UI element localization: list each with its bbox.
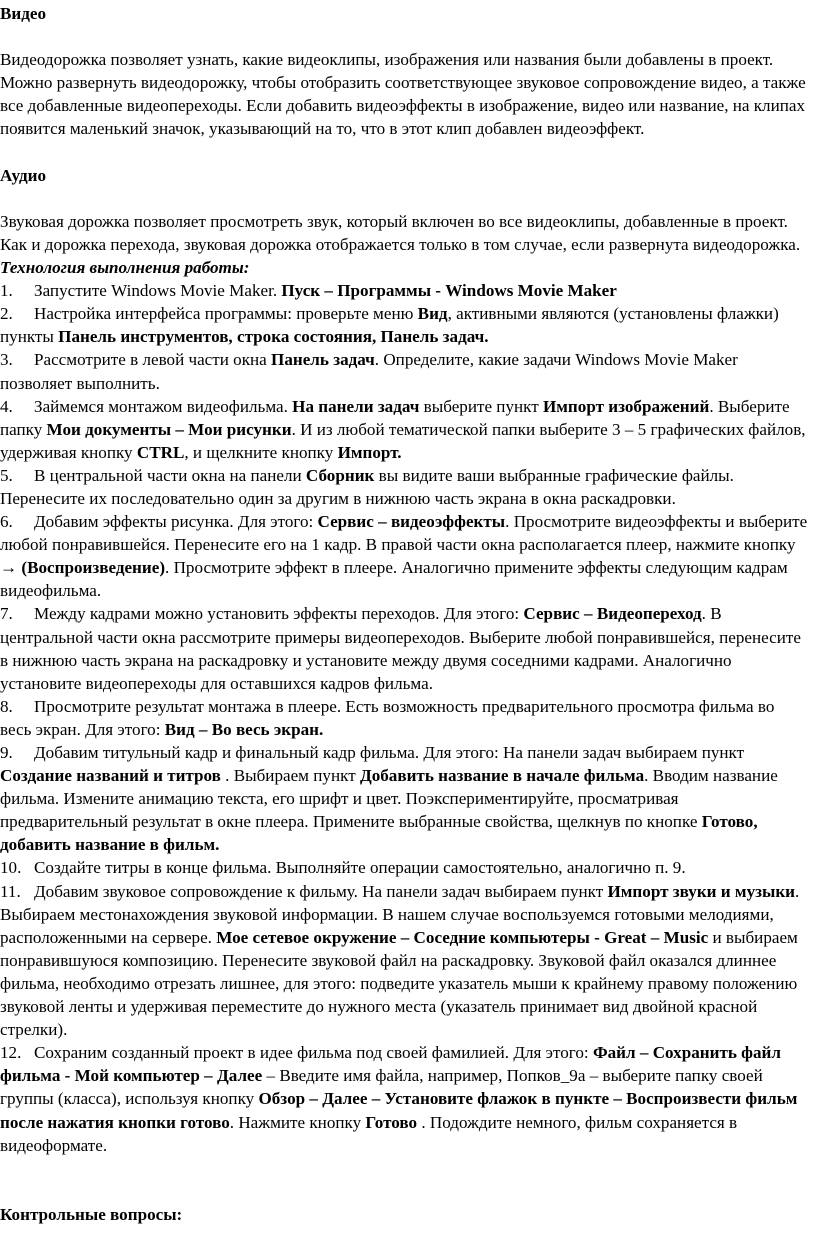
- step-bold-text: На панели задач: [292, 396, 420, 416]
- step-bold-text: Добавить название в начале фильма: [359, 766, 645, 786]
- step-number: 6.: [0, 512, 13, 532]
- step-text: . Нажмите кнопку: [229, 1112, 366, 1132]
- step-text: . Выберите папку: [0, 396, 790, 439]
- step-bold-text: Файл – Сохранить файл фильма - Мой компьютер – Далее: [0, 1043, 781, 1086]
- step-text: Между кадрами можно установить эффекты переходов. Для этого:: [34, 604, 524, 624]
- steps-list: [0, 279, 810, 1157]
- step-text: . Выбираем пункт: [220, 766, 360, 786]
- step-item: [0, 1041, 810, 1156]
- audio-paragraph: Звуковая дорожка позволяет просмотреть звук, который включен во все видеоклипы, добавленные в проект. Как и дорожка перехода, звуковая дорожка отображается только в том случае, если развернута видеодорожка.: [0, 211, 801, 254]
- step-bold-text: Вид: [417, 304, 448, 324]
- step-bold-text: Обзор – Далее – Установите флажок в пункте – Воспроизвести фильм после нажатия кнопки готово: [0, 1089, 798, 1132]
- step-text: и выбираем понравившуюся композицию. Перенесите звуковой файл на раскадровку. Звуковой файл оказался длиннее фильма, необходимо отрезать лишнее, для этого: подведите указатель мыши к крайнему правому положению звуковой ленты и удерживая переместите до нужного места (указатель принимает вид двойной красной стрелки).: [0, 927, 798, 1040]
- step-text: Добавим титульный кадр и финальный кадр фильма. Для этого: На панели задач выбираем пункт: [34, 743, 745, 762]
- step-number: 1.: [0, 281, 13, 301]
- step-text: – Введите имя файла, например, Попков_9а – выберите папку своей группы (класса), используя кнопку: [0, 1066, 763, 1109]
- step-bold-text: Мое сетевое окружение – Соседние компьютеры - Great – Music: [216, 927, 709, 947]
- blank-line: [0, 141, 810, 164]
- step-bold-text: Сборник: [305, 465, 375, 485]
- step-item: [0, 602, 810, 694]
- step-bold-text: CTRL: [136, 442, 185, 462]
- step-text: . И из любой тематической папки выберите 3 – 5 графических файлов, удерживая кнопку: [0, 419, 806, 462]
- blank-line: [0, 187, 810, 210]
- technology-heading: Технология выполнения работы:: [0, 258, 250, 278]
- step-text: . Определите, какие задачи Windows Movie Maker позволяет выполнить.: [0, 350, 738, 393]
- step-text: , активными являются (установлены флажки) пункты: [0, 304, 779, 347]
- step-text: Просмотрите результат монтажа в плеере. Есть возможность предварительного просмотра фильма во весь экран. Для этого:: [0, 696, 775, 739]
- step-text: Добавим эффекты рисунка. Для этого:: [34, 512, 318, 532]
- step-item: [0, 302, 810, 348]
- step-number: 4.: [0, 396, 13, 416]
- step-number: 7.: [0, 604, 13, 624]
- step-text: Добавим звуковое сопровождение к фильму. На панели задач выбираем пункт: [34, 881, 608, 901]
- step-bold-text: Импорт.: [337, 442, 402, 462]
- step-text: Создайте титры в конце фильма. Выполняйте операции самостоятельно, аналогично п. 9.: [34, 858, 686, 878]
- step-text: . Выбираем местонахождения звуковой информации. В нашем случае воспользуемся готовыми мелодиями, расположенными на сервере.: [0, 881, 800, 947]
- step-bold-text: Готово: [365, 1112, 418, 1132]
- step-item: [0, 464, 810, 510]
- step-text: . Вводим название фильма. Измените анимацию текста, его шрифт и цвет. Поэкспериментируйте, просматривая предварительный результат в окне плеера. Примените выбранные свойства, щелкнув по кнопке: [0, 766, 778, 832]
- step-number: 10.: [0, 858, 22, 878]
- step-bold-text: Мои документы – Мои рисунки: [46, 419, 292, 439]
- step-text: Сохраним созданный проект в идее фильма под своей фамилией. Для этого:: [34, 1043, 593, 1063]
- step-number: 12.: [0, 1043, 22, 1063]
- step-bold-text: Импорт звуки и музыки: [607, 881, 796, 901]
- blank-space: [0, 1157, 810, 1203]
- video-heading: Видео: [0, 4, 47, 23]
- step-item: [0, 741, 810, 856]
- step-text: Настройка интерфейса программы: проверьте меню: [34, 304, 418, 324]
- step-number: 2.: [0, 304, 13, 324]
- control-questions-heading: Контрольные вопросы:: [0, 1204, 183, 1224]
- step-bold-text: Пуск – Программы - Windows Movie Maker: [281, 281, 617, 301]
- step-bold-text: Панель инструментов, строка состояния, Панель задач.: [58, 327, 489, 347]
- step-number: 9.: [0, 743, 13, 762]
- step-text: выберите пункт: [419, 396, 543, 416]
- step-bold-text: Сервис – Видеопереход: [523, 604, 702, 624]
- step-text: . Просмотрите эффект в плеере. Аналогично примените эффекты следующим кадрам видеофильма.: [0, 558, 788, 601]
- step-text: . Подождите немного, фильм сохраняется в видеоформате.: [0, 1112, 738, 1155]
- step-text: Рассмотрите в левой части окна: [34, 350, 272, 370]
- step-item: [0, 695, 810, 741]
- step-number: 5.: [0, 465, 13, 485]
- step-item: [0, 348, 810, 394]
- step-text: . В центральной части окна рассмотрите примеры видеопереходов. Выберите любой понравившейся, перенесите в нижнюю часть экрана на раскадровку и установите между двумя соседними кадрами. Аналогично установите видеопереходы для оставшихся кадров фильма.: [0, 604, 801, 693]
- step-bold-text: Создание названий и титров: [0, 766, 221, 786]
- step-bold-text: Импорт изображений: [542, 396, 710, 416]
- step-item: [0, 279, 810, 302]
- step-number: 3.: [0, 350, 13, 370]
- step-bold-text: Панель задач: [271, 350, 375, 370]
- step-text: Займемся монтажом видеофильма.: [34, 396, 293, 416]
- step-bold-text: Вид – Во весь экран.: [164, 719, 324, 739]
- step-text: вы видите ваши выбранные графические файлы. Перенесите их последовательно один за другим в нижнюю часть экрана в окна раскадровки.: [0, 465, 734, 508]
- step-text: Запустите Windows Movie Maker.: [34, 281, 282, 301]
- step-item: [0, 395, 810, 464]
- step-number: 8.: [0, 696, 13, 716]
- step-number: 11.: [0, 881, 21, 901]
- step-bold-text: (Воспроизведение): [21, 558, 166, 578]
- step-bold-text: Сервис – видеоэффекты: [317, 512, 506, 532]
- step-bold-text: Готово, добавить название в фильм.: [0, 812, 758, 855]
- step-item: [0, 880, 810, 1042]
- step-text: В центральной части окна на панели: [34, 465, 306, 485]
- step-text: , и щелкните кнопку: [184, 442, 338, 462]
- video-paragraph: Видеодорожка позволяет узнать, какие видеоклипы, изображения или названия были добавлены в проект. Можно развернуть видеодорожку, чтобы отобразить соответствующее звуковое сопровождение видео, а также все добавленные видеопереходы. Если добавить видеоэффекты в изображение, видео или название, на клипах появится маленький значок, указывающий на то, что в этот клип добавлен видеоэффект.: [0, 50, 806, 139]
- audio-heading: Аудио: [0, 165, 47, 185]
- blank-line: [0, 25, 810, 48]
- step-item: [0, 510, 810, 602]
- step-text: . Просмотрите видеоэффекты и выберите любой понравившейся. Перенесите его на 1 кадр. В правой части окна располагается плеер, нажмите кнопку →: [0, 512, 808, 578]
- step-item: [0, 856, 810, 879]
